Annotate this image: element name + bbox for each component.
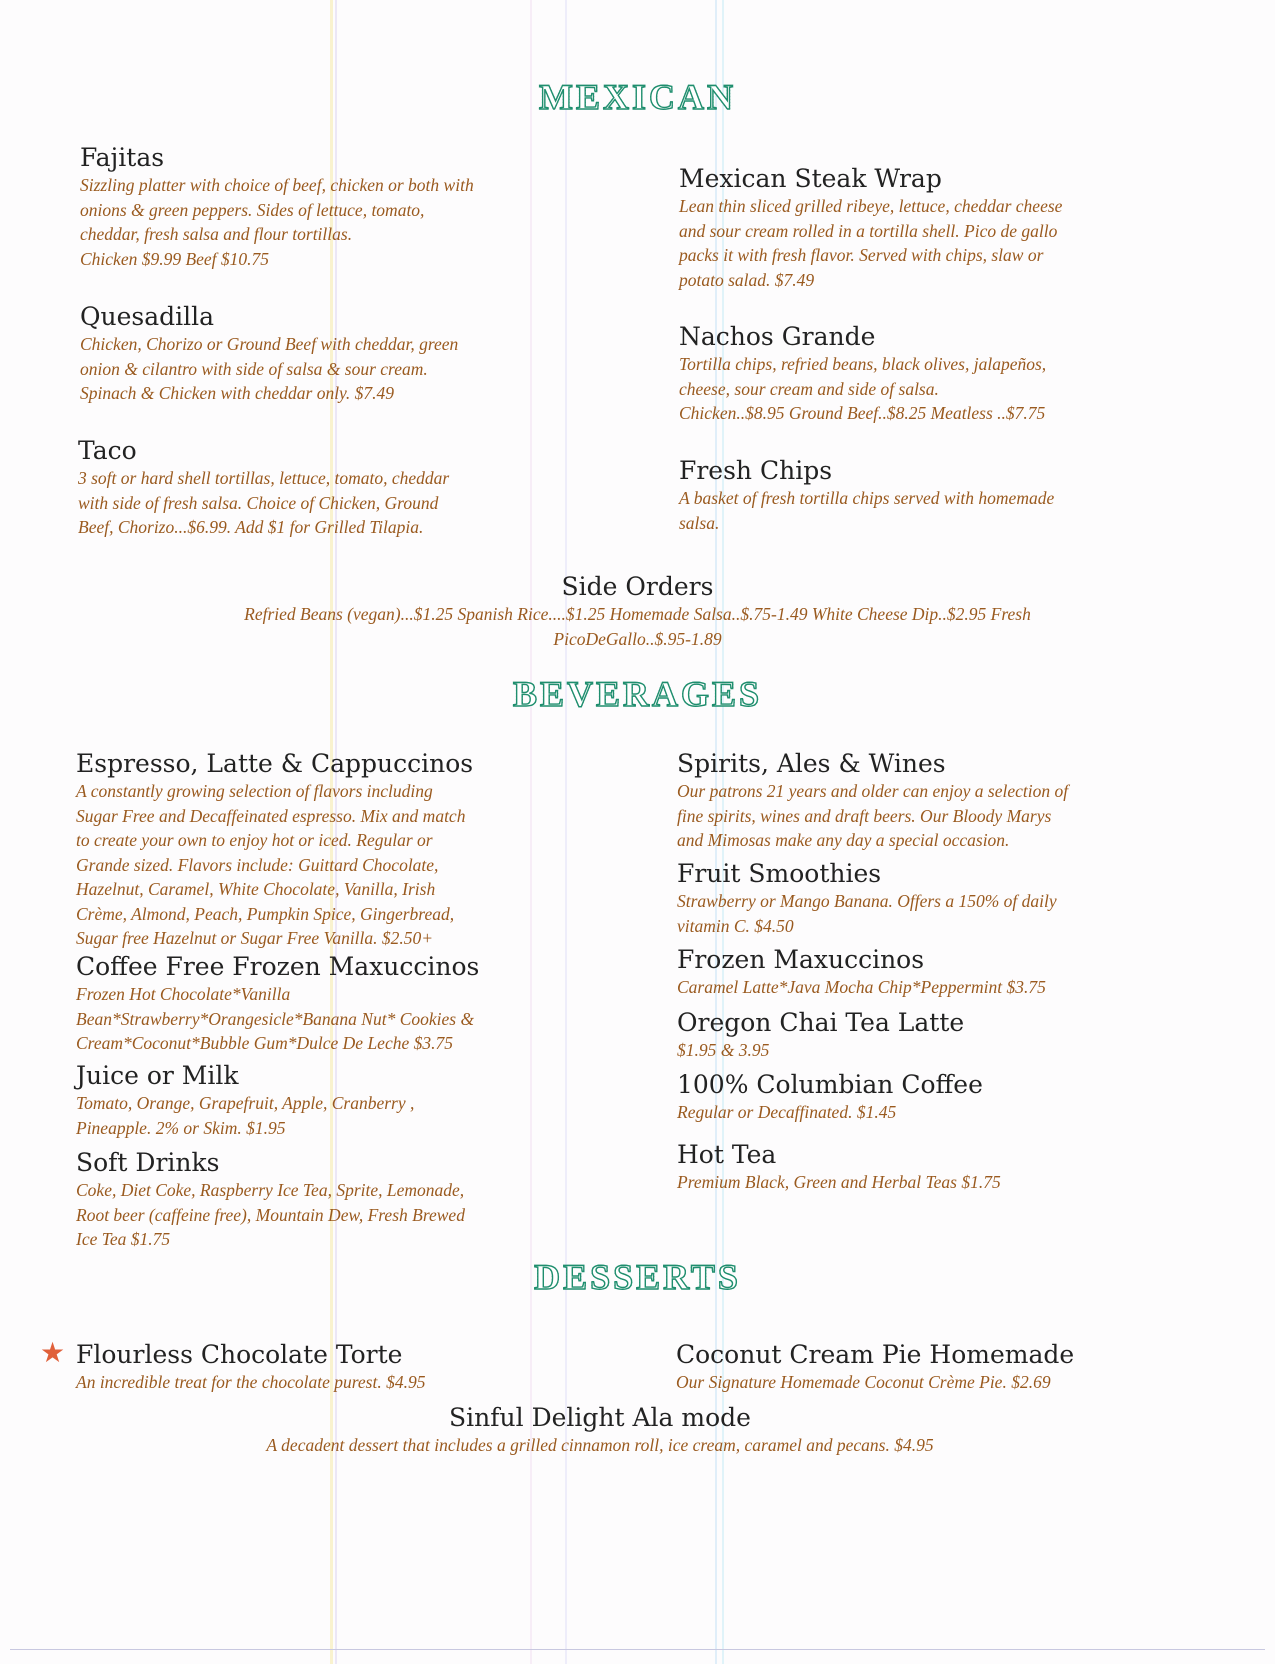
menu-item-coffee-free-maxuccinos: [76, 952, 479, 1056]
item-name: Fajitas: [80, 143, 165, 172]
item-name: Nachos Grande: [679, 322, 876, 351]
item-name: Frozen Maxuccinos: [677, 945, 925, 974]
item-name: Side Orders: [561, 572, 714, 601]
item-description: 3 soft or hard shell tortillas, lettuce, tomato, cheddar with side of fresh salsa. Choice of Chicken, Ground Beef, Chorizo...$6.99. Add $1 for Grilled Tilapia.: [78, 468, 450, 537]
item-name: Hot Tea: [677, 1140, 777, 1169]
section-title-beverages: BEVERAGES: [0, 673, 1275, 715]
item-description: Our patrons 21 years and older can enjoy a selection of fine spirits, wines and draft beers. Our Bloody Marys and Mimosas make any day a special occasion.: [677, 781, 1069, 850]
menu-item-frozen-maxuccinos: [677, 945, 1046, 1000]
item-description: Strawberry or Mango Banana. Offers a 150% of daily vitamin C. $4.50: [677, 891, 1057, 936]
menu-item-taco: [78, 436, 449, 540]
menu-item-spirits: [677, 749, 1068, 853]
item-description: A constantly growing selection of flavors including Sugar Free and Decaffeinated espresso. Mix and match to create your own to enjoy hot or iced. Regular or Grande sized. Flavors include: Guittard Chocolate, Hazelnut, Caramel, White Chocolate, Vanilla, Irish Crème, Almond, Peach, Pumpkin Spice, Gingerbread, Sugar free Hazelnut or Sugar Free Vanilla. $2.50+: [76, 781, 466, 948]
item-name: Coffee Free Frozen Maxuccinos: [76, 952, 480, 981]
item-name: Soft Drinks: [76, 1148, 220, 1177]
menu-item-soft-drinks: [76, 1148, 465, 1252]
item-description: Tomato, Orange, Grapefruit, Apple, Cranberry , Pineapple. 2% or Skim. $1.95: [76, 1093, 415, 1138]
item-description: Caramel Latte*Java Mocha Chip*Peppermint $3.75: [677, 977, 1046, 997]
menu-item-juice-milk: [76, 1061, 414, 1140]
item-description: $1.95 & 3.95: [677, 1040, 770, 1060]
item-description: Lean thin sliced grilled ribeye, lettuce, cheddar cheese and sour cream rolled in a tortilla shell. Pico de gallo packs it with fresh flavor. Served with chips, slaw or potato salad. $7.49: [679, 196, 1063, 290]
menu-item-fruit-smoothies: [677, 859, 1057, 938]
star-icon: ★: [40, 1338, 66, 1369]
menu-item-nachos: [679, 322, 1046, 426]
menu-item-steak-wrap: [679, 164, 1062, 292]
item-name: Fruit Smoothies: [677, 859, 882, 888]
menu-item-sinful-delight: [100, 1403, 1100, 1458]
item-description: Regular or Decaffinated. $1.45: [677, 1102, 897, 1122]
item-description: Premium Black, Green and Herbal Teas $1.75: [677, 1172, 1001, 1192]
menu-item-hot-tea: [677, 1140, 1001, 1195]
section-title-desserts: DESSERTS: [0, 1256, 1275, 1298]
item-name: Mexican Steak Wrap: [679, 164, 942, 193]
item-name: Taco: [78, 436, 137, 465]
item-name: Coconut Cream Pie Homemade: [676, 1340, 1075, 1369]
item-description: Coke, Diet Coke, Raspberry Ice Tea, Sprite, Lemonade, Root beer (caffeine free), Mountain Dew, Fresh Brewed Ice Tea $1.75: [76, 1180, 465, 1249]
item-description: A decadent dessert that includes a grilled cinnamon roll, ice cream, caramel and pecans. $4.95: [266, 1435, 934, 1455]
menu-item-quesadilla: [80, 302, 458, 406]
section-title-mexican: MEXICAN: [0, 76, 1275, 118]
menu-item-chocolate-torte: [76, 1340, 425, 1395]
item-description: A basket of fresh tortilla chips served with homemade salsa.: [679, 488, 1055, 533]
item-description: An incredible treat for the chocolate purest. $4.95: [76, 1372, 426, 1392]
item-name: Flourless Chocolate Torte: [76, 1340, 403, 1369]
menu-item-fajitas: [80, 143, 474, 271]
item-name: Juice or Milk: [76, 1061, 239, 1090]
item-description: Frozen Hot Chocolate*Vanilla Bean*Strawberry*Orangesicle*Banana Nut* Cookies & Cream*Coconut*Bubble Gum*Dulce De Leche $3.75: [76, 984, 475, 1053]
item-description: Our Signature Homemade Coconut Crème Pie. $2.69: [676, 1372, 1051, 1392]
menu-item-coconut-cream-pie: [676, 1340, 1074, 1395]
item-name: Oregon Chai Tea Latte: [677, 1008, 965, 1037]
item-description: Sizzling platter with choice of beef, chicken or both with onions & green peppers. Sides of lettuce, tomato, cheddar, fresh salsa and flour tortillas. Chicken $9.99 Beef $10.75: [80, 175, 474, 269]
item-description: Refried Beans (vegan)...$1.25 Spanish Rice....$1.25 Homemade Salsa..$.75-1.49 White Cheese Dip..$2.95 Fresh PicoDeGallo..$.95-1.89: [244, 604, 1031, 649]
item-name: Sinful Delight Ala mode: [449, 1403, 751, 1432]
menu-item-side-orders: [60, 572, 1215, 651]
menu-item-fresh-chips: [679, 456, 1054, 535]
item-name: Espresso, Latte & Cappuccinos: [76, 749, 474, 778]
item-name: Quesadilla: [80, 302, 215, 331]
item-description: Tortilla chips, refried beans, black olives, jalapeños, cheese, sour cream and side of salsa. Chicken..$8.95 Ground Beef..$8.25 Meatless ..$7.75: [679, 354, 1047, 423]
item-name: Fresh Chips: [679, 456, 833, 485]
item-description: Chicken, Chorizo or Ground Beef with cheddar, green onion & cilantro with side of salsa & sour cream. Spinach & Chicken with cheddar only. $7.49: [80, 334, 459, 403]
menu-item-espresso: [76, 749, 473, 951]
item-name: 100% Columbian Coffee: [677, 1070, 983, 1099]
menu-item-columbian-coffee: [677, 1070, 983, 1125]
menu-item-chai-latte: [677, 1008, 964, 1063]
item-name: Spirits, Ales & Wines: [677, 749, 946, 778]
page-bottom-rule: [10, 1649, 1265, 1650]
